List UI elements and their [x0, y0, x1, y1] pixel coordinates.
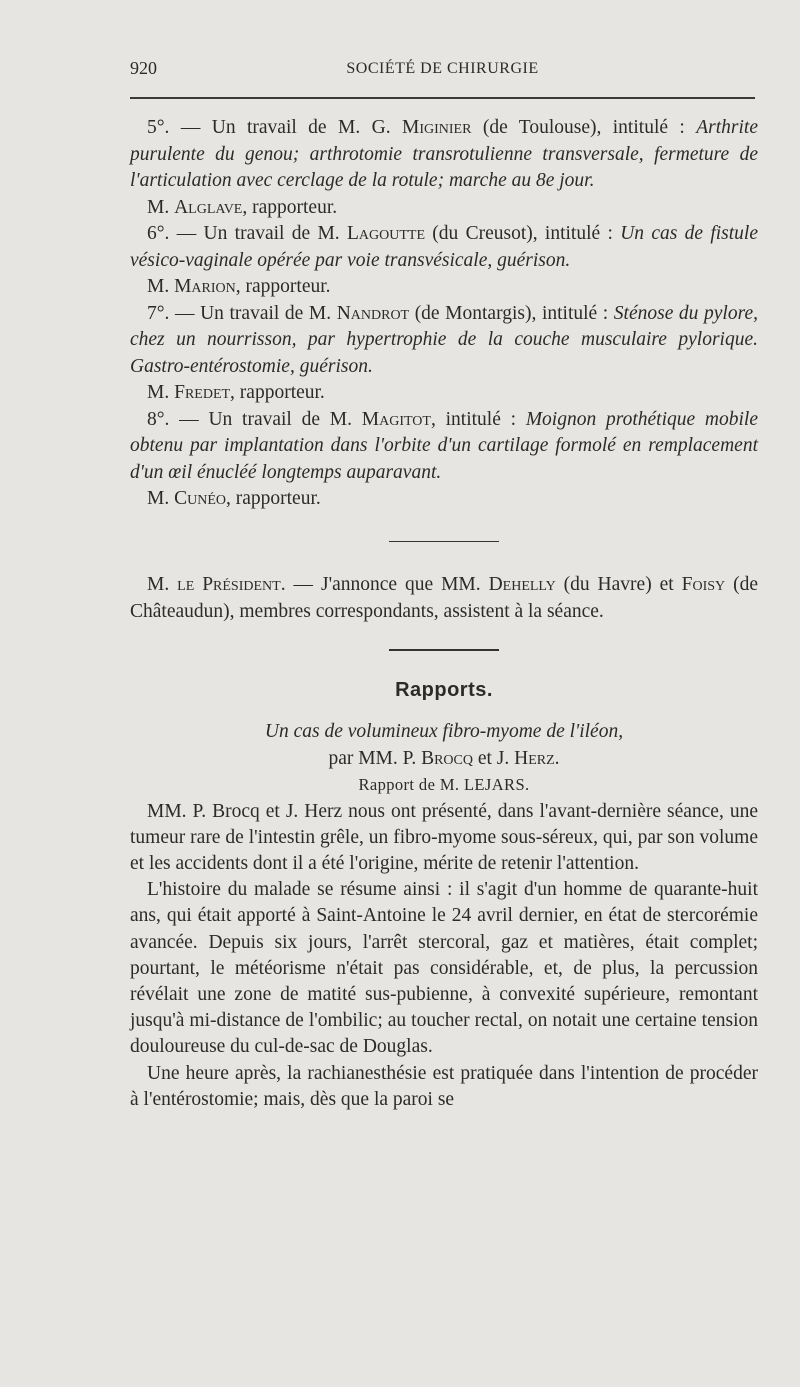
rapporteur-name: Cunéo [174, 488, 226, 509]
report-authors: par MM. P. Brocq et J. Herz. [328, 747, 560, 769]
author-name: Miginier [401, 117, 472, 138]
report-title: Un cas de volumineux fibro-myome de l'iléon, [264, 721, 624, 742]
rapporteur-name: Marion [174, 276, 236, 297]
author-name: Magitot [361, 408, 431, 430]
item-7: 7°. — Un travail de M. Nandrot (de Montargis), intitulé : Sténose du pylore, chez un nourrisson, par hypertrophie de la couche musculaire pylorique. Gastro-entérostomie, guérison. [130, 302, 758, 377]
item-5: 5°. — Un travail de M. G. Miginier (de Toulouse), intitulé : Arthrite purulente du genou; arthrotomie transrotulienne transversale, fermeture de l'articulation avec cerclage de la rotule; marche au 8e jour. [130, 117, 758, 191]
work-title: Arthrite purulente du genou; arthrotomie transrotulienne transversale, fermeture de l'articulation avec cerclage de la rotule; marche au 8e jour. [130, 117, 758, 191]
paragraph: MM. P. Brocq et J. Herz nous ont présenté, dans l'avant-dernière séance, une tumeur rare de l'intestin grêle, un fibro-myome sous-séreux, qui, par son volume et les accidents dont il a été l'origine, mérite de retenir l'attention. [130, 800, 758, 874]
work-title: Un cas de fistule vésico-vaginale opérée par voie transvésicale, guérison. [130, 223, 758, 271]
paragraph: Une heure après, la rachianesthésie est pratiquée dans l'intention de procéder à l'entérostomie; mais, dès que la paroi se [130, 1062, 758, 1110]
rapporteur-name: Alglave [174, 196, 243, 218]
rapporteur-line: M. Fredet, rapporteur. [147, 382, 325, 403]
rapporteur-line: M. Cunéo, rapporteur. [147, 488, 321, 509]
item-8: 8°. — Un travail de M. Magitot, intitulé : Moignon prothétique mobile obtenu par implantation dans l'orbite d'un cartilage formolé en remplacement d'un œil énucléé longtemps auparavant. [130, 408, 759, 483]
report-text [130, 799, 758, 1113]
section-separator [389, 649, 499, 651]
work-title: Moignon prothétique mobile obtenu par implantation dans l'orbite d'un cartilage formolé en remplacement d'un œil énucléé longtemps auparavant. [130, 408, 759, 483]
section-separator [389, 541, 499, 543]
page-header [130, 58, 755, 86]
work-title: Sténose du pylore, chez un nourrisson, par hypertrophie de la couche musculaire pylorique. Gastro-entérostomie, guérison. [130, 302, 758, 377]
rapporteur-line: M. Alglave, rapporteur. [147, 196, 338, 218]
speaker: M. le Président. [147, 574, 286, 595]
paragraph: L'histoire du malade se résume ainsi : il s'agit d'un homme de quarante-huit ans, qui était apporté à Saint-Antoine le 24 avril dernier, en état de stercorémie avancée. Depuis six jours, l'arrêt stercoral, gaz et matières, était complet; pourtant, le météorisme n'était pas considérable, et, de plus, la percussion révélait une zone de matité sus-pubienne, à convexité supérieure, remontant jusqu'à mi-distance de l'ombilic; au toucher rectal, on notait une certaine tension douloureuse du cul-de-sac de Douglas. [130, 879, 758, 1058]
rapporteur-line: M. Marion, rapporteur. [147, 276, 331, 297]
page-number: 920 [130, 58, 157, 78]
author-name: Nandrot [336, 302, 410, 324]
page-body [130, 115, 758, 1113]
author-name: Lagoutte [346, 223, 425, 244]
item-6: 6°. — Un travail de M. Lagoutte (du Creusot), intitulé : Un cas de fistule vésico-vaginale opérée par voie transvésicale, guérison. [130, 223, 758, 271]
announcement: M. le Président. — J'annonce que MM. Dehelly (du Havre) et Foisy (de Châteaudun), membres correspondants, assistent à la séance. [130, 574, 759, 622]
report-rapporteur: Rapport de M. LEJARS. [358, 775, 530, 794]
section-heading: Rapports. [395, 678, 493, 701]
header-rule [130, 97, 755, 99]
rapporteur-name: Fredet [174, 382, 231, 403]
running-title: SOCIÉTÉ DE CHIRURGIE [346, 60, 539, 77]
